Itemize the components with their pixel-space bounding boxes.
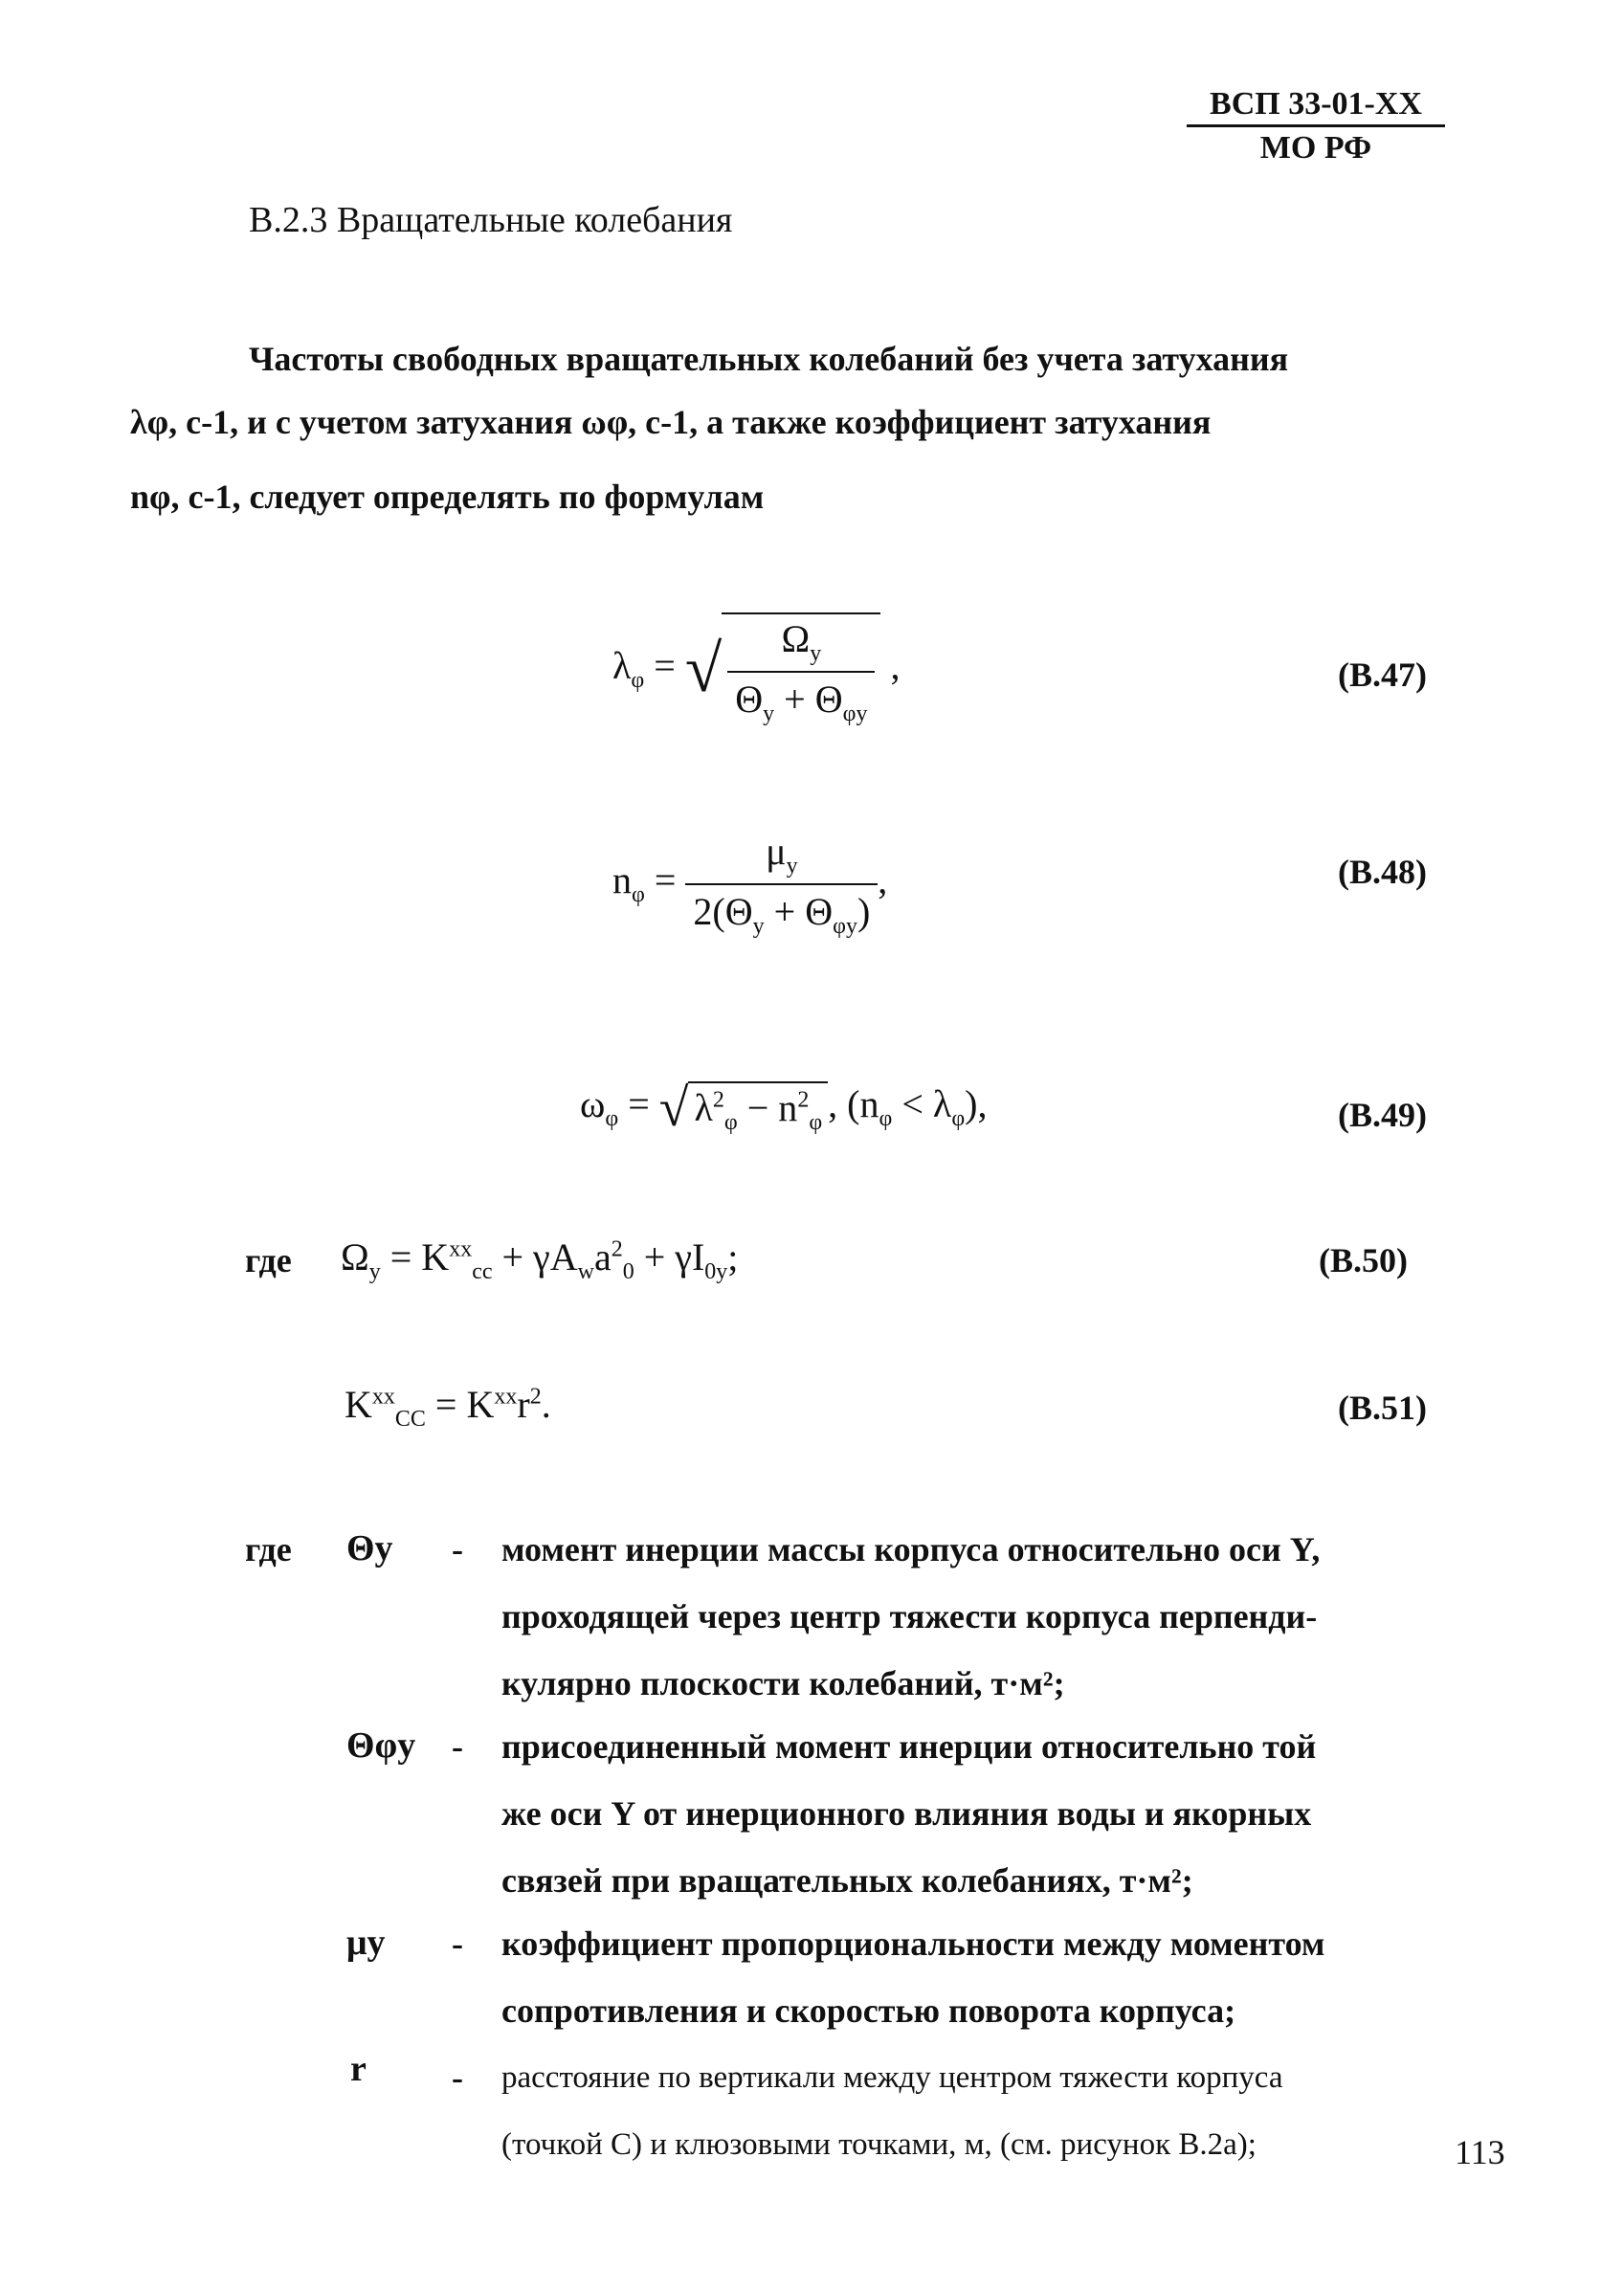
where-label-2: где bbox=[245, 1530, 292, 1568]
definition-dash: - bbox=[452, 1727, 463, 1766]
formula-b49: $\omega_\varphi$ = √ $\lambda^2_\varphi - n^2_\varphi$ , $(n_\varphi < \lambda_\varphi)$, bbox=[580, 1079, 988, 1138]
definition-symbol-theta-y: Θy bbox=[346, 1528, 393, 1568]
equation-number-b48: (В.48) bbox=[1338, 853, 1427, 891]
formula-b50: $\Omega_y = K^{xx}_{cc} + \gamma A_wa^2_0 + \gamma I_{0y}$; bbox=[341, 1235, 739, 1284]
intro-line-1: Частоты свободных вращательных колебаний без учета затухания bbox=[249, 340, 1289, 378]
definition-dash: - bbox=[452, 1924, 463, 1963]
definition-text-line: кулярно плоскости колебаний, т·м²; bbox=[501, 1664, 1065, 1702]
equation-number-b51: (В.51) bbox=[1338, 1389, 1427, 1427]
intro-line-3: nφ, с-1, следует определять по формулам bbox=[130, 478, 765, 516]
where-label-1: где bbox=[245, 1241, 292, 1279]
definition-dash: - bbox=[452, 2058, 463, 2097]
definition-text-line: коэффициент пропорциональности между моментом bbox=[501, 1924, 1325, 1963]
definition-symbol-mu-y: μy bbox=[346, 1923, 386, 1963]
formula-b47: $\lambda_\varphi$ = √ $\frac{\Omega_y}{\Theta_y + \Theta_{\varphi y}}$ , bbox=[612, 612, 900, 727]
equation-number-b50: (В.50) bbox=[1319, 1241, 1408, 1279]
definition-text-line: (точкой С) и клюзовыми точками, м, (см. рисунок В.2а); bbox=[501, 2127, 1257, 2162]
definition-dash: - bbox=[452, 1530, 463, 1568]
formula-b48: $n_\varphi$ = $\frac{\mu_y}{2(\Theta_y + \Theta_{\varphi y})}$ , bbox=[612, 830, 888, 939]
definition-text-line: связей при вращательных колебаниях, т·м²; bbox=[501, 1861, 1193, 1900]
intro-line-2: λφ, с-1, и с учетом затухания ωφ, с-1, а также коэффициент затухания bbox=[130, 403, 1212, 441]
definition-symbol-r: r bbox=[350, 2049, 367, 2089]
equation-number-b49: (В.49) bbox=[1338, 1096, 1427, 1134]
organization: МО РФ bbox=[1259, 130, 1372, 166]
equation-number-b47: (В.47) bbox=[1338, 656, 1427, 694]
definition-text-line: расстояние по вертикали между центром тяжести корпуса bbox=[501, 2060, 1283, 2095]
formula-b51: $K^{xx}_{CC} = K^{xx}r^2$. bbox=[345, 1383, 551, 1432]
definition-text-line: же оси Y от инерционного влияния воды и якорных bbox=[501, 1794, 1312, 1833]
definition-text-line: проходящей через центр тяжести корпуса перпенди- bbox=[501, 1597, 1318, 1635]
definition-text-line: присоединенный момент инерции относительно той bbox=[501, 1727, 1317, 1766]
definition-text-line: сопротивления и скоростью поворота корпуса; bbox=[501, 1991, 1236, 2030]
section-title: В.2.3 Вращательные колебания bbox=[249, 200, 733, 240]
definition-text-line: момент инерции массы корпуса относительно оси Y, bbox=[501, 1530, 1321, 1568]
page-number: 113 bbox=[1455, 2133, 1505, 2171]
definition-symbol-theta-phi-y: Θφy bbox=[346, 1725, 416, 1766]
document-code: ВСП 33-01-XX bbox=[1187, 84, 1445, 127]
